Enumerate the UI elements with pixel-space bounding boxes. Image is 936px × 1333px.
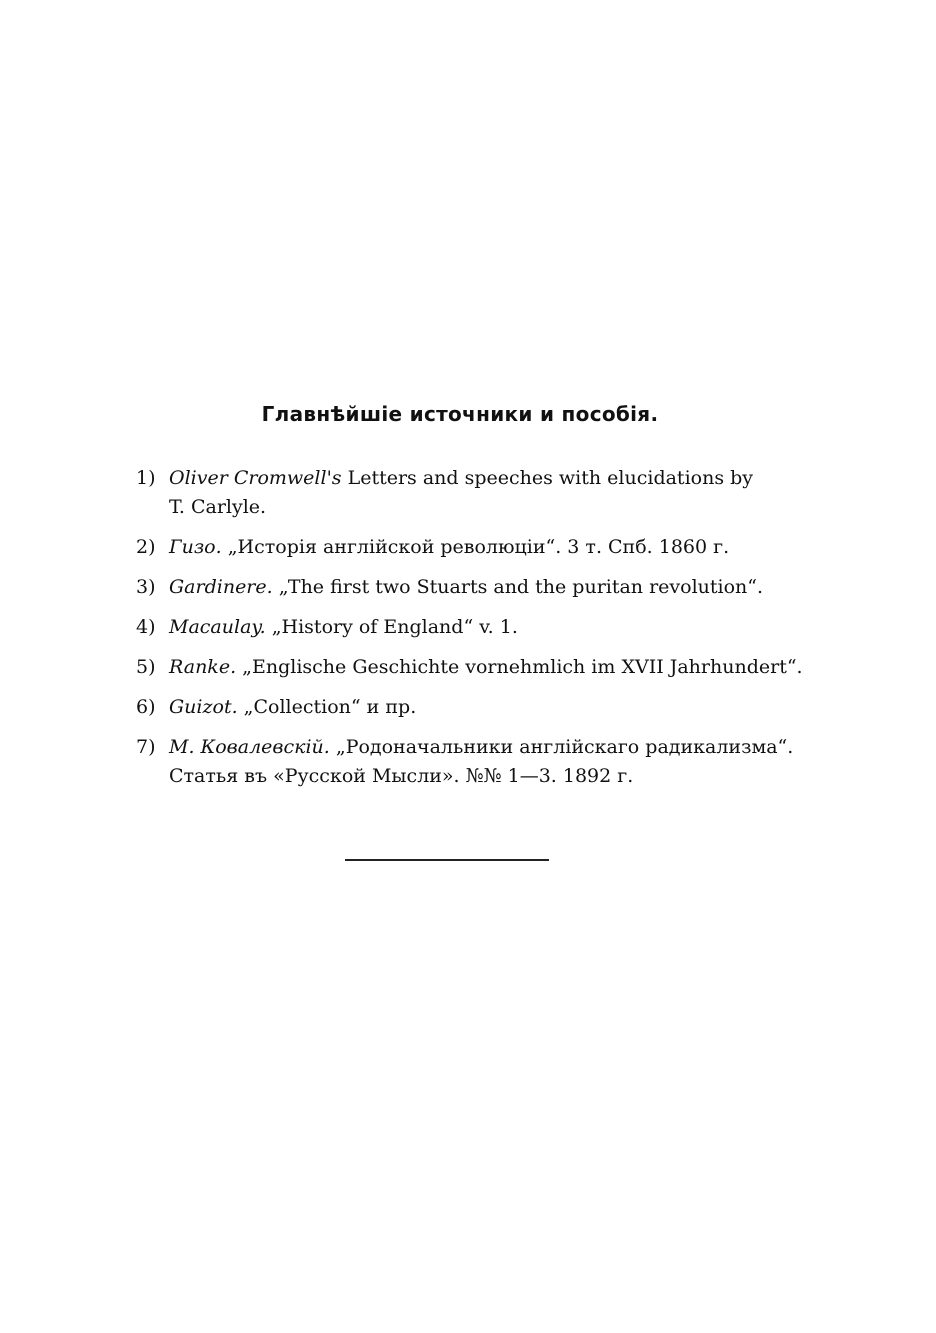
item-text [169, 693, 816, 722]
item-text [169, 533, 816, 562]
item-title: „Collection“ и пр. [237, 696, 417, 718]
item-text [169, 613, 816, 642]
item-number: 7) [136, 736, 156, 758]
list-item [136, 464, 816, 522]
item-title: „Родоначальники англійскаго радикализма“. [329, 736, 794, 758]
item-author: Ranke. [169, 656, 237, 678]
list-item [136, 693, 816, 722]
section-divider [345, 859, 549, 861]
item-title: „History of England“ v. 1. [265, 616, 518, 638]
item-title: „Исторія англійской революціи“. 3 т. Спб. 1860 г. [221, 536, 730, 558]
list-item [136, 733, 816, 791]
page-title: Главнѣйшіе источники и пособія. [261, 402, 659, 426]
item-continuation: Статья въ «Русской Мысли». №№ 1—3. 1892 г. [169, 765, 634, 787]
item-number: 3) [136, 576, 156, 598]
list-item [136, 653, 816, 682]
item-author: Guizot. [169, 696, 238, 718]
item-number: 5) [136, 656, 156, 678]
item-author: Gardinere. [169, 576, 273, 598]
item-number: 6) [136, 696, 156, 718]
item-number: 1) [136, 467, 156, 489]
item-continuation: T. Carlyle. [169, 496, 267, 518]
item-title: „Englische Geschichte vornehmlich im XVII Jahrhundert“. [236, 656, 803, 678]
item-text [169, 733, 816, 791]
item-author: Oliver Cromwell's [169, 467, 342, 489]
list-item [136, 613, 816, 642]
item-author: Macaulay. [169, 616, 266, 638]
reference-list [136, 464, 816, 802]
list-item [136, 533, 816, 562]
item-number: 2) [136, 536, 156, 558]
item-number: 4) [136, 616, 156, 638]
item-text [169, 653, 816, 682]
item-author: Гизо. [169, 536, 222, 558]
item-author: М. Ковалевскій. [169, 736, 330, 758]
item-title: Letters and speeches with elucidations by [341, 467, 754, 489]
item-text [169, 573, 816, 602]
list-item [136, 573, 816, 602]
item-text [169, 464, 816, 522]
item-title: „The first two Stuarts and the puritan revolution“. [272, 576, 764, 598]
